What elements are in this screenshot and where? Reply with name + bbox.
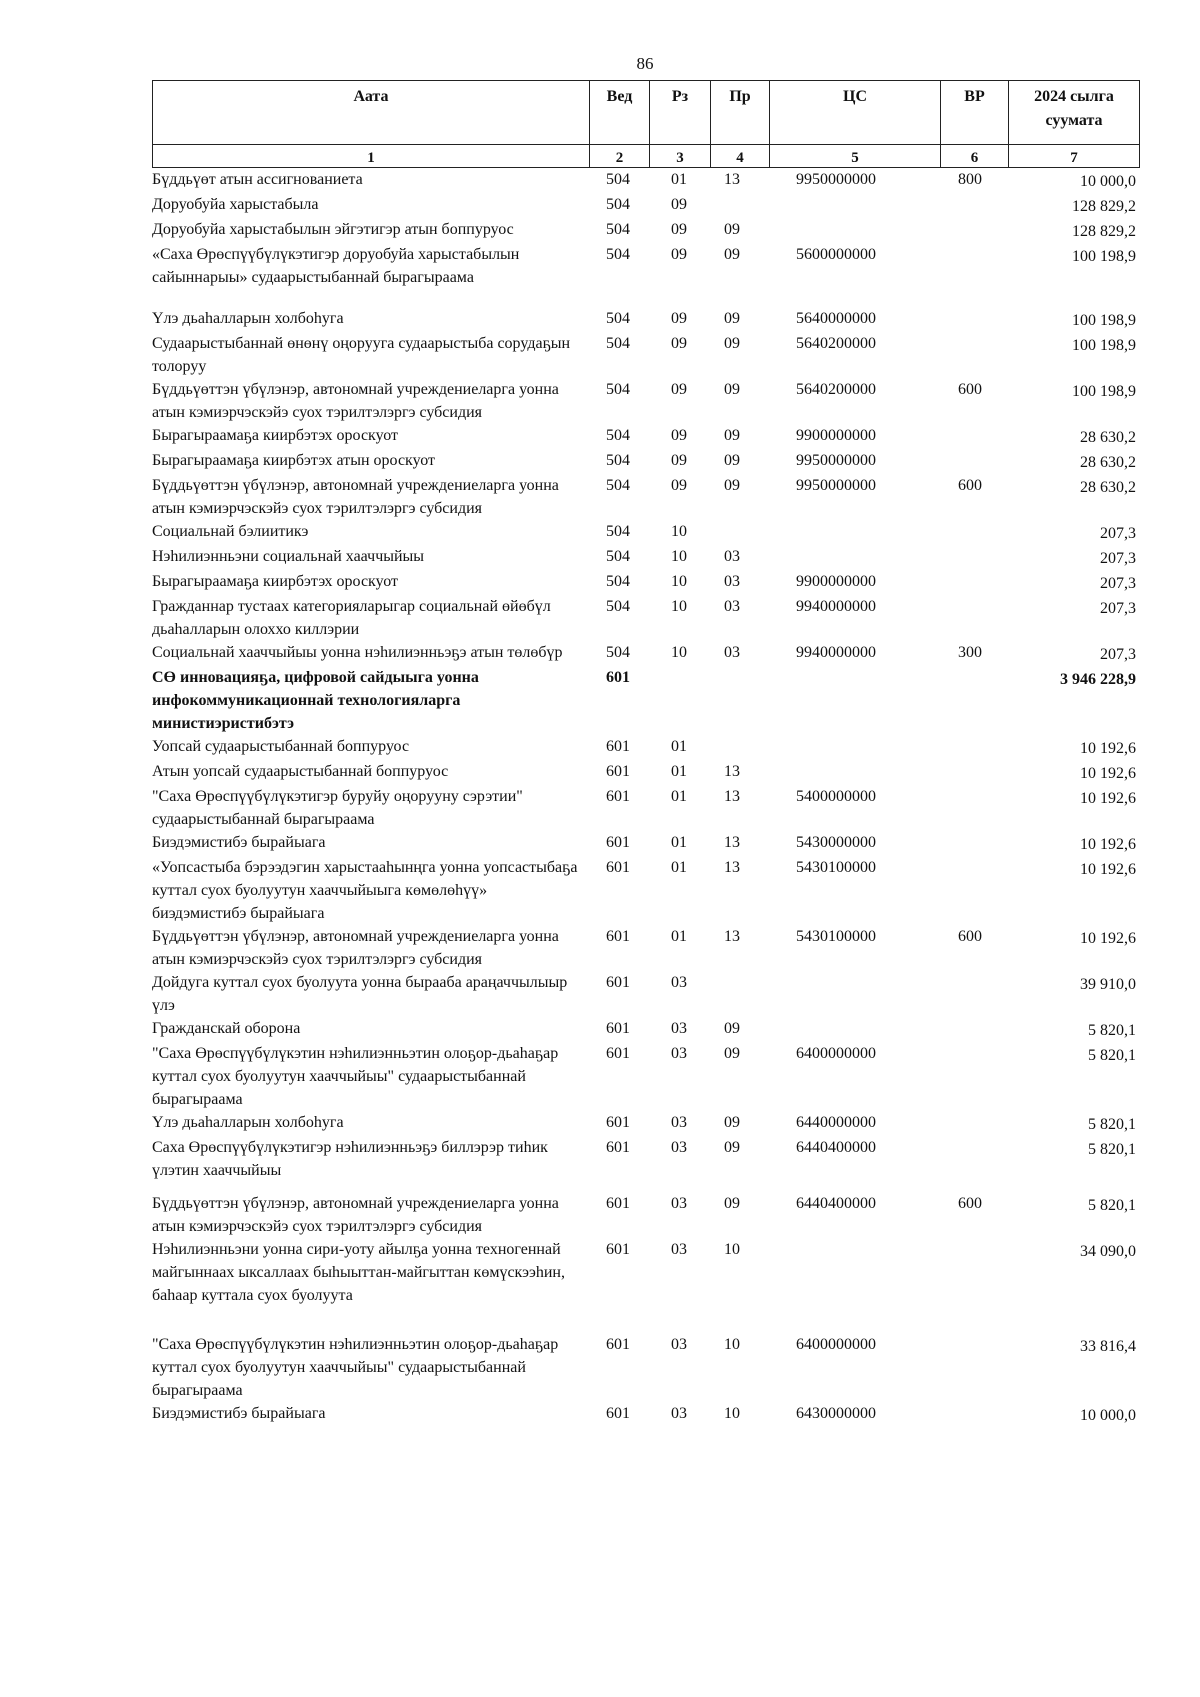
- table-row: [152, 1042, 1140, 1111]
- header-cs: ЦС: [770, 81, 941, 144]
- row-ved: 601: [606, 834, 630, 851]
- row-rz: 03: [671, 974, 687, 991]
- row-vr: [940, 424, 1008, 449]
- row-ved: 601: [606, 738, 630, 755]
- row-ved: 601: [606, 1336, 630, 1353]
- budget-table: [152, 80, 1140, 1427]
- row-pr: [710, 193, 769, 218]
- row-vr: [940, 307, 1008, 332]
- row-vr: [940, 1111, 1008, 1136]
- header-pr: Пр: [711, 81, 770, 144]
- table-row: [152, 570, 1140, 595]
- row-cs: 6440400000: [796, 1195, 876, 1212]
- row-rz: 10: [671, 644, 687, 661]
- row-ved: 504: [606, 452, 630, 469]
- row-rz: 03: [671, 1045, 687, 1062]
- row-cs: 5400000000: [796, 788, 876, 805]
- row-vr: [940, 595, 1008, 641]
- row-cs: 9950000000: [796, 477, 876, 494]
- row-rz: 09: [671, 381, 687, 398]
- row-vr: 600: [958, 381, 982, 398]
- row-sum: 5 820,1: [1088, 1022, 1136, 1039]
- row-sum: 10 192,6: [1080, 740, 1136, 757]
- row-sum: 100 198,9: [1072, 383, 1136, 400]
- row-name: Социальнай хааччыйыы уонна нэһилиэнньэҕэ атын төлөбүр: [152, 644, 563, 661]
- column-number-1: 1: [153, 145, 590, 167]
- row-sum: 128 829,2: [1072, 223, 1136, 240]
- row-cs: 5430000000: [796, 834, 876, 851]
- row-rz: 03: [671, 1020, 687, 1037]
- row-sum: 100 198,9: [1072, 312, 1136, 329]
- table-row: [152, 1017, 1140, 1042]
- row-sum: 207,3: [1100, 575, 1136, 592]
- row-cs: 5430100000: [796, 928, 876, 945]
- row-name: "Саха Өрөспүүбүлүкэтигэр буруйу оңорууну сэрэтии" судаарыстыбаннай бырагыраама: [152, 788, 523, 828]
- row-ved: 504: [606, 523, 630, 540]
- row-cs: 5640200000: [796, 335, 876, 352]
- table-row: [152, 520, 1140, 545]
- row-ved: 504: [606, 221, 630, 238]
- row-pr: 09: [724, 477, 740, 494]
- table-row: [152, 666, 1140, 735]
- header-vr: ВР: [941, 81, 1009, 144]
- row-pr: 09: [724, 1020, 740, 1037]
- row-pr: [710, 971, 769, 1017]
- row-sum: 128 829,2: [1072, 198, 1136, 215]
- row-sum: 10 192,6: [1080, 836, 1136, 853]
- column-number-6: 6: [941, 145, 1009, 167]
- row-pr: 10: [724, 1241, 740, 1258]
- table-header: [152, 80, 1140, 145]
- table-row: [152, 785, 1140, 831]
- row-rz: 09: [671, 452, 687, 469]
- row-pr: 09: [724, 381, 740, 398]
- table-row: [152, 545, 1140, 570]
- row-pr: 09: [724, 221, 740, 238]
- row-rz: 10: [671, 573, 687, 590]
- table-row: [152, 332, 1140, 378]
- row-vr: [940, 218, 1008, 243]
- row-ved: 504: [606, 573, 630, 590]
- row-cs: [769, 520, 940, 545]
- row-sum: 5 820,1: [1088, 1197, 1136, 1214]
- row-cs: 9950000000: [796, 452, 876, 469]
- row-sum: 34 090,0: [1080, 1243, 1136, 1260]
- row-rz: 09: [671, 221, 687, 238]
- row-sum: 10 192,6: [1080, 861, 1136, 878]
- table-row: [152, 1192, 1140, 1238]
- row-ved: 504: [606, 171, 630, 188]
- row-sum: 207,3: [1100, 600, 1136, 617]
- row-pr: 13: [724, 171, 740, 188]
- row-rz: 01: [671, 763, 687, 780]
- row-cs: 6400000000: [796, 1045, 876, 1062]
- row-cs: 6400000000: [796, 1336, 876, 1353]
- row-vr: [940, 785, 1008, 831]
- row-sum: 10 000,0: [1080, 173, 1136, 190]
- row-vr: [940, 243, 1008, 289]
- row-pr: 13: [724, 859, 740, 876]
- table-body: [152, 168, 1140, 1427]
- table-row: [152, 474, 1140, 520]
- row-pr: 13: [724, 834, 740, 851]
- table-row: [152, 1402, 1140, 1427]
- row-sum: 28 630,2: [1080, 429, 1136, 446]
- row-sum: 5 820,1: [1088, 1047, 1136, 1064]
- row-sum: 28 630,2: [1080, 479, 1136, 496]
- row-cs: 9950000000: [796, 171, 876, 188]
- row-cs: 5600000000: [796, 246, 876, 263]
- header-ved: Вед: [590, 81, 650, 144]
- header-name: Аата: [153, 81, 590, 144]
- row-name: Бүддьүөттэн үбүлэнэр, автономнай учреждениеларга уонна атын кэмиэрчэскэйэ суох тэрилтэлэргэ субсидия: [152, 928, 559, 968]
- row-vr: [940, 1136, 1008, 1182]
- row-ved: 601: [606, 1020, 630, 1037]
- row-ved: 601: [606, 1045, 630, 1062]
- row-pr: 09: [724, 1139, 740, 1156]
- row-vr: 800: [958, 171, 982, 188]
- row-name: Биэдэмистибэ бырайыага: [152, 1405, 326, 1422]
- row-rz: 01: [671, 928, 687, 945]
- table-row: [152, 831, 1140, 856]
- row-vr: [940, 520, 1008, 545]
- table-row: [152, 595, 1140, 641]
- row-pr: 09: [724, 1195, 740, 1212]
- row-sum: 10 192,6: [1080, 930, 1136, 947]
- row-pr: 09: [724, 246, 740, 263]
- row-rz: 03: [671, 1336, 687, 1353]
- row-pr: 10: [724, 1336, 740, 1353]
- row-name: СӨ инновацияҕа, цифровой сайдыыга уонна инфокоммуникационнай технологияларга министиэристибэтэ: [152, 669, 479, 732]
- row-rz: 03: [671, 1405, 687, 1422]
- row-vr: [940, 449, 1008, 474]
- row-rz: 03: [671, 1241, 687, 1258]
- row-ved: 601: [606, 1114, 630, 1131]
- table-row: [152, 243, 1140, 307]
- row-name: Бүддьүөттэн үбүлэнэр, автономнай учреждениеларга уонна атын кэмиэрчэскэйэ суох тэрилтэлэргэ субсидия: [152, 381, 559, 421]
- row-pr: 09: [724, 452, 740, 469]
- row-cs: [769, 760, 940, 785]
- row-ved: 601: [606, 1241, 630, 1258]
- row-ved: 601: [606, 1405, 630, 1422]
- row-rz: 10: [671, 523, 687, 540]
- row-name: Бүддьүөттэн үбүлэнэр, автономнай учреждениеларга уонна атын кэмиэрчэскэйэ суох тэрилтэлэргэ субсидия: [152, 1195, 559, 1235]
- table-row: [152, 641, 1140, 666]
- column-numbers: [152, 145, 1140, 168]
- row-vr: [940, 666, 1008, 735]
- row-sum: 100 198,9: [1072, 248, 1136, 265]
- table-row: [152, 925, 1140, 971]
- row-cs: [769, 218, 940, 243]
- row-sum: 33 816,4: [1080, 1338, 1136, 1355]
- row-pr: 09: [724, 1114, 740, 1131]
- row-vr: [940, 1017, 1008, 1042]
- table-row: [152, 971, 1140, 1017]
- row-rz: 10: [671, 598, 687, 615]
- row-vr: 600: [958, 1195, 982, 1212]
- row-pr: 09: [724, 335, 740, 352]
- row-sum: 100 198,9: [1072, 337, 1136, 354]
- row-rz: 09: [671, 427, 687, 444]
- row-name: Бырагыраамаҕа киирбэтэх ороскуот: [152, 573, 398, 590]
- row-name: Саха Өрөспүүбүлүкэтигэр нэһилиэнньэҕэ биллэрэр тиһик үлэтин хааччыйыы: [152, 1139, 548, 1179]
- row-name: «Саха Өрөспүүбүлүкэтигэр доруобуйа харыстабылын сайыннарыы» судаарыстыбаннай бырагыраама: [152, 246, 520, 286]
- row-cs: 5430100000: [796, 859, 876, 876]
- table-row: [152, 760, 1140, 785]
- row-pr: [710, 735, 769, 760]
- row-pr: 09: [724, 310, 740, 327]
- row-cs: 9940000000: [796, 644, 876, 661]
- row-name: Социальнай бэлиитикэ: [152, 523, 309, 540]
- row-pr: 13: [724, 928, 740, 945]
- row-ved: 601: [606, 669, 630, 686]
- table-row: [152, 449, 1140, 474]
- row-sum: 3 946 228,9: [1060, 671, 1136, 688]
- row-ved: 601: [606, 859, 630, 876]
- row-name: Бырагыраамаҕа киирбэтэх ороскуот: [152, 427, 398, 444]
- row-rz: 09: [671, 246, 687, 263]
- row-ved: 504: [606, 477, 630, 494]
- row-sum: 5 820,1: [1088, 1141, 1136, 1158]
- column-number-5: 5: [770, 145, 941, 167]
- row-cs: [769, 735, 940, 760]
- row-rz: 10: [671, 548, 687, 565]
- table-row: [152, 1333, 1140, 1402]
- row-pr: 03: [724, 548, 740, 565]
- row-vr: 300: [958, 644, 982, 661]
- row-pr: 03: [724, 644, 740, 661]
- table-row: [152, 856, 1140, 925]
- row-ved: 504: [606, 427, 630, 444]
- column-number-7: 7: [1070, 150, 1078, 166]
- row-sum: 39 910,0: [1080, 976, 1136, 993]
- row-name: Доруобуйа харыстабылын эйгэтигэр атын боппуруос: [152, 221, 514, 238]
- row-name: Биэдэмистибэ бырайыага: [152, 834, 326, 851]
- row-ved: 601: [606, 1195, 630, 1212]
- row-cs: 6430000000: [796, 1405, 876, 1422]
- row-cs: [769, 971, 940, 1017]
- page-number: 86: [636, 54, 654, 73]
- row-name: Гражданскай оборона: [152, 1020, 301, 1037]
- row-ved: 504: [606, 644, 630, 661]
- row-rz: 03: [671, 1114, 687, 1131]
- row-sum: 28 630,2: [1080, 454, 1136, 471]
- row-vr: [940, 735, 1008, 760]
- row-name: Доруобуйа харыстабыла: [152, 196, 319, 213]
- row-cs: 9900000000: [796, 573, 876, 590]
- header-rz: Рз: [650, 81, 711, 144]
- row-pr: 13: [724, 788, 740, 805]
- row-vr: [940, 760, 1008, 785]
- row-ved: 601: [606, 974, 630, 991]
- row-sum: 5 820,1: [1088, 1116, 1136, 1133]
- row-rz: 09: [671, 477, 687, 494]
- row-rz: 01: [671, 834, 687, 851]
- row-name: Бырагыраамаҕа киирбэтэх атын ороскуот: [152, 452, 435, 469]
- row-name: Бүддьүөттэн үбүлэнэр, автономнай учреждениеларга уонна атын кэмиэрчэскэйэ суох тэрилтэлэргэ субсидия: [152, 477, 559, 517]
- row-cs: 5640200000: [796, 381, 876, 398]
- row-sum: 207,3: [1100, 646, 1136, 663]
- table-row: [152, 193, 1140, 218]
- row-pr: [710, 520, 769, 545]
- row-cs: 6440000000: [796, 1114, 876, 1131]
- column-number-4: 4: [711, 145, 770, 167]
- row-ved: 504: [606, 335, 630, 352]
- row-rz: 09: [671, 310, 687, 327]
- row-cs: 9940000000: [796, 598, 876, 615]
- row-vr: [940, 971, 1008, 1017]
- row-vr: [940, 570, 1008, 595]
- table-row: [152, 424, 1140, 449]
- row-rz: 01: [671, 738, 687, 755]
- row-name: Нэһилиэнньэни социальнай хааччыйыы: [152, 548, 425, 565]
- row-cs: [769, 1238, 940, 1307]
- table-row: [152, 378, 1140, 424]
- row-cs: [769, 545, 940, 570]
- row-rz: 01: [671, 859, 687, 876]
- row-vr: [940, 1238, 1008, 1307]
- table-row: [152, 735, 1140, 760]
- row-pr: 09: [724, 1045, 740, 1062]
- row-cs: 6440400000: [796, 1139, 876, 1156]
- row-pr: [710, 666, 769, 735]
- row-ved: 504: [606, 196, 630, 213]
- row-rz: [649, 666, 710, 735]
- row-rz: 09: [671, 335, 687, 352]
- row-cs: [769, 193, 940, 218]
- row-pr: 13: [724, 763, 740, 780]
- row-pr: 10: [724, 1405, 740, 1422]
- row-ved: 504: [606, 310, 630, 327]
- row-name: "Саха Өрөспүүбүлүкэтин нэһилиэнньэтин олоҕор-дьаһаҕар куттал суох буолуутун хааччыйыы" судаарыстыбаннай бырагыраама: [152, 1045, 559, 1108]
- table-row: [152, 218, 1140, 243]
- row-name: Бүддьүөт атын ассигнованиета: [152, 171, 363, 188]
- row-vr: [940, 831, 1008, 856]
- row-sum: 10 000,0: [1080, 1407, 1136, 1424]
- row-name: "Саха Өрөспүүбүлүкэтин нэһилиэнньэтин олоҕор-дьаһаҕар куттал суох буолуутун хааччыйыы" судаарыстыбаннай бырагыраама: [152, 1336, 559, 1399]
- row-vr: 600: [958, 477, 982, 494]
- row-ved: 504: [606, 598, 630, 615]
- row-rz: 03: [671, 1139, 687, 1156]
- row-name: Гражданнар тустаах категорияларыгар социальнай өйөбүл дьаһалларын олоххо киллэрии: [152, 598, 551, 638]
- row-ved: 601: [606, 1139, 630, 1156]
- row-name: Үлэ дьаһалларын холбоһуга: [152, 310, 344, 327]
- row-sum: 207,3: [1100, 550, 1136, 567]
- table-row: [152, 307, 1140, 332]
- row-vr: [940, 332, 1008, 378]
- table-row: [152, 1238, 1140, 1333]
- row-ved: 504: [606, 381, 630, 398]
- row-ved: 601: [606, 788, 630, 805]
- row-vr: 600: [958, 928, 982, 945]
- table-row: [152, 1111, 1140, 1136]
- row-cs: [769, 666, 940, 735]
- table-row: [152, 168, 1140, 193]
- row-pr: 03: [724, 573, 740, 590]
- row-sum: 10 192,6: [1080, 765, 1136, 782]
- row-name: Дойдуга куттал суох буолуута уонна бырааба араңаччылыыр үлэ: [152, 974, 568, 1014]
- row-name: «Уопсастыба бэрээдэгин харыстааһынңга уонна уопсастыбаҕа куттал суох буолуутун хааччыйыыга көмөлөһүү» биэдэмистибэ бырайыага: [152, 859, 578, 922]
- row-pr: 03: [724, 598, 740, 615]
- row-name: Үлэ дьаһалларын холбоһуга: [152, 1114, 344, 1131]
- table-row: [152, 1136, 1140, 1192]
- row-rz: 09: [671, 196, 687, 213]
- row-name: Судаарыстыбаннай өнөнү оңорууга судаарыстыба сорудаҕын толоруу: [152, 335, 571, 375]
- header-sum: 2024 сылга суумата: [1034, 88, 1114, 129]
- row-ved: 504: [606, 246, 630, 263]
- row-vr: [940, 1402, 1008, 1427]
- row-sum: 10 192,6: [1080, 790, 1136, 807]
- row-vr: [940, 856, 1008, 925]
- column-number-3: 3: [650, 145, 711, 167]
- row-ved: 601: [606, 928, 630, 945]
- row-vr: [940, 1333, 1008, 1402]
- row-rz: 03: [671, 1195, 687, 1212]
- row-cs: 9900000000: [796, 427, 876, 444]
- row-vr: [940, 545, 1008, 570]
- column-number-2: 2: [590, 145, 650, 167]
- row-rz: 01: [671, 788, 687, 805]
- row-sum: 207,3: [1100, 525, 1136, 542]
- row-name: Атын уопсай судаарыстыбаннай боппуруос: [152, 763, 449, 780]
- row-name: Нэһилиэнньэни уонна сири-уоту айылҕа уонна техногеннай майгыннаах ыксаллаах быһыыттан-майгыттан көмүскээһин, баһаар куттала суох буолуута: [152, 1241, 565, 1304]
- row-cs: 5640000000: [796, 310, 876, 327]
- row-ved: 504: [606, 548, 630, 565]
- row-pr: 09: [724, 427, 740, 444]
- row-ved: 601: [606, 763, 630, 780]
- row-name: Уопсай судаарыстыбаннай боппуруос: [152, 738, 410, 755]
- row-vr: [940, 1042, 1008, 1111]
- row-cs: [769, 1017, 940, 1042]
- row-rz: 01: [671, 171, 687, 188]
- row-vr: [940, 193, 1008, 218]
